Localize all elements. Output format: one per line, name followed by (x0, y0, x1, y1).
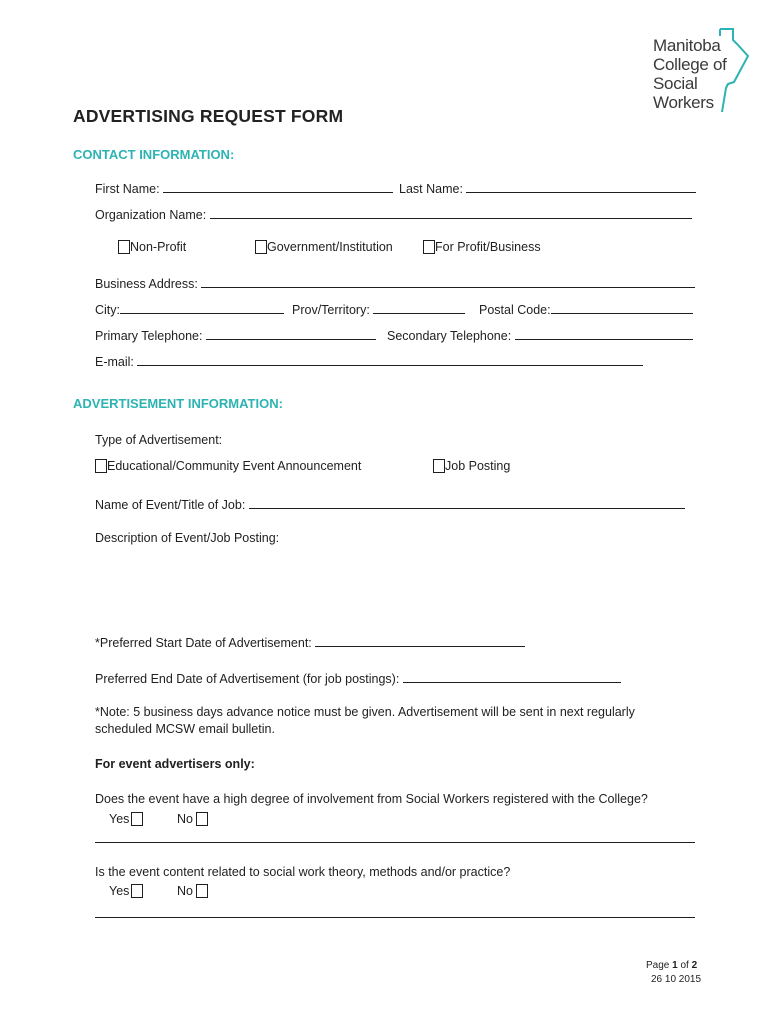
event-option-label: Educational/Community Event Announcement (107, 459, 362, 473)
city-label: City: (95, 303, 120, 317)
q2-answer-line[interactable] (95, 917, 695, 918)
city-field[interactable] (95, 301, 284, 317)
government-checkbox[interactable] (255, 240, 267, 254)
description-label: Description of Event/Job Posting: (95, 531, 280, 545)
page-current: 1 (672, 960, 678, 971)
org-type-forprofit[interactable] (423, 240, 541, 254)
event-name-line[interactable] (249, 496, 685, 509)
email-line[interactable] (137, 353, 643, 366)
q2-no-checkbox[interactable] (196, 884, 208, 898)
logo-line: College of (653, 55, 727, 74)
q2-yes-option[interactable] (109, 884, 143, 898)
note-line-1: *Note: 5 business days advance notice must be given. Advertisement will be sent in next regularly (95, 705, 635, 719)
of-word: of (680, 960, 689, 971)
last-name-line[interactable] (466, 180, 696, 193)
page-word: Page (646, 960, 670, 971)
first-name-field[interactable] (95, 180, 393, 196)
note-line-2: scheduled MCSW email bulletin. (95, 722, 275, 736)
end-date-field[interactable] (95, 670, 621, 686)
start-date-label: *Preferred Start Date of Advertisement: (95, 636, 312, 650)
email-label: E-mail: (95, 355, 134, 369)
government-label: Government/Institution (267, 240, 393, 254)
forprofit-label: For Profit/Business (435, 240, 541, 254)
q2-no-label: No (177, 884, 193, 898)
last-name-field[interactable] (399, 180, 696, 196)
secondary-phone-label: Secondary Telephone: (387, 329, 512, 343)
q1-yes-label: Yes (109, 812, 130, 826)
start-date-field[interactable] (95, 634, 525, 650)
q1-yes-checkbox[interactable] (131, 812, 143, 826)
page-title: ADVERTISING REQUEST FORM (73, 106, 344, 126)
contact-heading: CONTACT INFORMATION: (73, 147, 235, 162)
postal-label: Postal Code: (479, 303, 551, 317)
q1-answer-line[interactable] (95, 842, 695, 843)
q1-yes-option[interactable] (109, 812, 143, 826)
page-number (646, 960, 697, 971)
primary-phone-field[interactable] (95, 327, 376, 343)
business-address-line[interactable] (201, 275, 695, 288)
event-checkbox[interactable] (95, 459, 107, 473)
primary-phone-line[interactable] (206, 327, 376, 340)
q1-no-label: No (177, 812, 193, 826)
nonprofit-checkbox[interactable] (118, 240, 130, 254)
ad-type-event[interactable] (95, 459, 361, 473)
manitoba-map-icon (700, 26, 752, 116)
business-address-label: Business Address: (95, 277, 198, 291)
logo-line: Manitoba (653, 36, 721, 55)
city-line[interactable] (120, 301, 284, 314)
postal-line[interactable] (551, 301, 693, 314)
prov-line[interactable] (373, 301, 465, 314)
organization-line[interactable] (210, 206, 692, 219)
org-type-nonprofit[interactable] (118, 240, 186, 254)
page-total: 2 (691, 960, 698, 971)
q2-yes-label: Yes (109, 884, 130, 898)
q1-no-option[interactable] (177, 812, 208, 826)
prov-field[interactable] (292, 301, 465, 317)
organization-label: Organization Name: (95, 208, 207, 222)
nonprofit-label: Non-Profit (130, 240, 187, 254)
prov-label: Prov/Territory: (292, 303, 370, 317)
business-address-field[interactable] (95, 275, 695, 291)
secondary-phone-field[interactable] (387, 327, 693, 343)
event-name-label: Name of Event/Title of Job: (95, 498, 246, 512)
start-date-line[interactable] (315, 634, 525, 647)
organization-field[interactable] (95, 206, 692, 222)
job-option-label: Job Posting (445, 459, 511, 473)
event-name-field[interactable] (95, 496, 685, 512)
event-only-heading: For event advertisers only: (95, 757, 255, 771)
primary-phone-label: Primary Telephone: (95, 329, 203, 343)
q2-yes-checkbox[interactable] (131, 884, 143, 898)
secondary-phone-line[interactable] (515, 327, 693, 340)
logo-line: Workers (653, 93, 714, 112)
revision-date: 26 10 2015 (651, 974, 702, 985)
last-name-label: Last Name: (399, 182, 463, 196)
email-field[interactable] (95, 353, 643, 369)
org-type-government[interactable] (255, 240, 393, 254)
first-name-label: First Name: (95, 182, 160, 196)
forprofit-checkbox[interactable] (423, 240, 435, 254)
postal-field[interactable] (479, 301, 693, 317)
ad-type-label: Type of Advertisement: (95, 433, 223, 447)
end-date-line[interactable] (403, 670, 621, 683)
q2-no-option[interactable] (177, 884, 208, 898)
advert-heading: ADVERTISEMENT INFORMATION: (73, 396, 283, 411)
job-checkbox[interactable] (433, 459, 445, 473)
question-1: Does the event have a high degree of involvement from Social Workers registered with the College? (95, 792, 648, 806)
logo-line: Social (653, 74, 698, 93)
first-name-line[interactable] (163, 180, 393, 193)
end-date-label: Preferred End Date of Advertisement (for job postings): (95, 672, 400, 686)
q1-no-checkbox[interactable] (196, 812, 208, 826)
ad-type-job[interactable] (433, 459, 510, 473)
question-2: Is the event content related to social work theory, methods and/or practice? (95, 865, 511, 879)
